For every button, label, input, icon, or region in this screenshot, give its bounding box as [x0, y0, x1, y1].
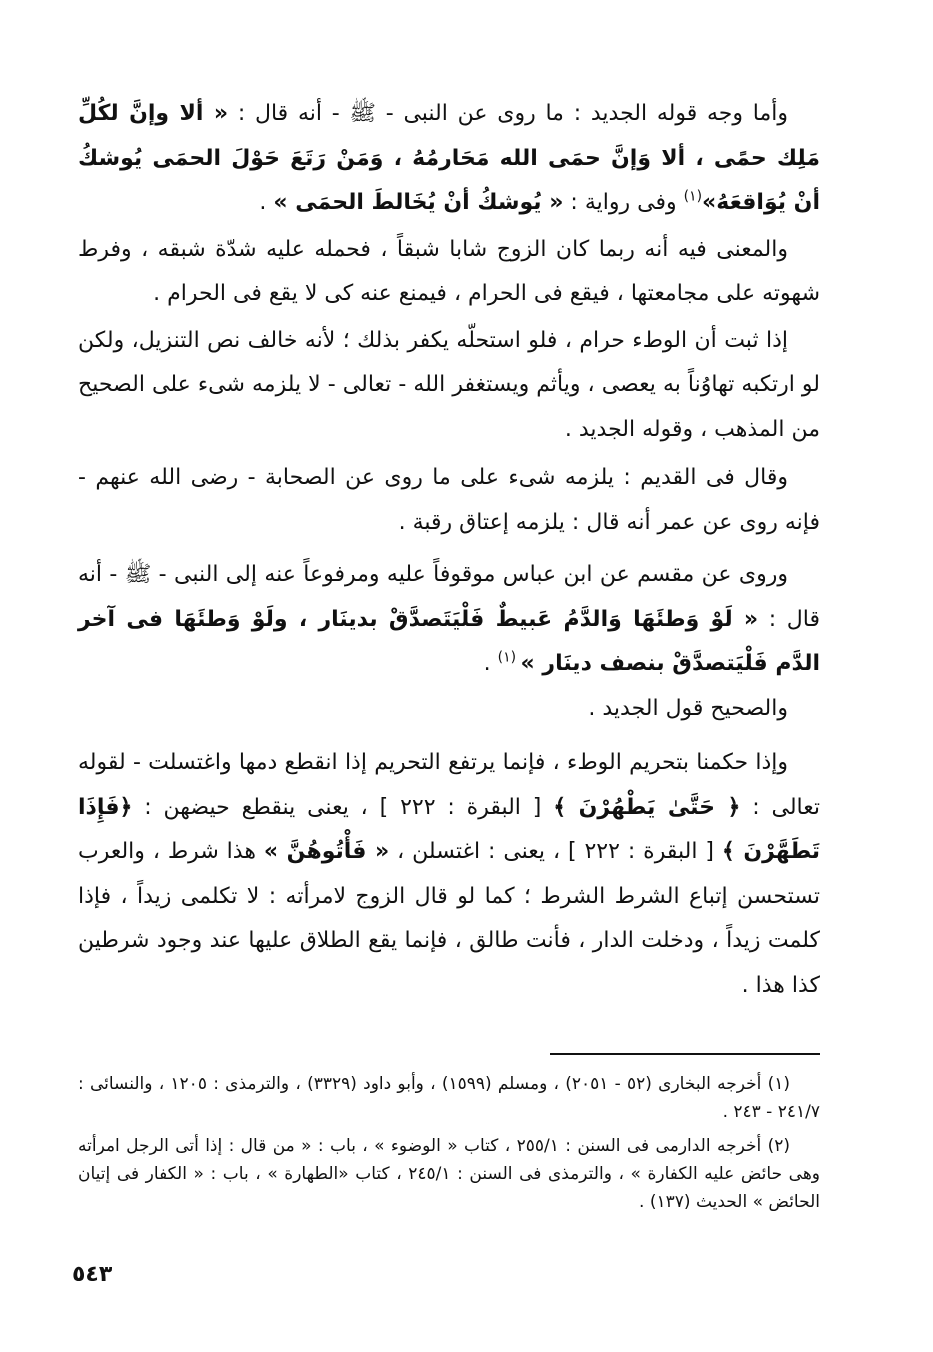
- paragraph-6: [78, 687, 820, 732]
- text-span: والمعنى فيه أنه ربما كان الزوج شابا شبقاً ، فحمله عليه شدّة شبقه ، وفرط شهوته على مجامعتها ، فيقع فى الحرام ، فيمنع عنه كى لا يقع فى الحرام .: [78, 236, 820, 306]
- paragraph-2: [78, 228, 820, 317]
- footnote-2: (٢) أخرجه الدارمى فى السنن : ٢٥٥/١ ، كتاب « الوضوء » ، باب : « من قال : إذا أتى الرجل امرأته وهى حائض عليه الكفارة » ، والترمذى فى السنن : ٢٤٥/١ ، كتاب «الطهارة » ، باب : « الكفار فى إتيان الحائض » الحديث (١٣٧) .: [78, 1136, 820, 1212]
- hadith-quote: « يُوشكُ أنْ يُخَالطَ الحمَى »: [273, 190, 564, 215]
- text-span: وأما وجه قوله الجديد : ما روى عن النبى - ﷺ - أنه قال :: [228, 101, 788, 126]
- text-span: وروى عن مقسم عن ابن عباس موقوفاً عليه ومرفوعاً عنه إلى النبى - ﷺ - أنه قال :: [78, 562, 820, 632]
- quran-quote: ﴿ حَتَّىٰ يَطْهُرْنَ ﴾: [553, 794, 741, 820]
- main-text: [78, 92, 820, 1008]
- hadith-quote: « ألا وإنَّ لكُلِّ مَلِك حمًى ، ألا وَإنَّ حمَى الله مَحَارمُهُ ، وَمَنْ رَتَعَ حَوْلَ الحمَى يُوشكُ أنْ يُوَاقعَهُ»: [78, 101, 820, 215]
- paragraph-4: [78, 456, 820, 545]
- hadith-quote: « لَوْ وَطئَهَا وَالدَّمُ عَبيطٌ فَلْيَتَصدَّقْ بدينَار ، ولَوْ وَطئَهَا فى آخر الدَّم فَلْيَتصدَّقْ بنصف دينَار »: [78, 606, 820, 676]
- paragraph-1: [78, 92, 820, 226]
- text-span: .: [483, 651, 498, 676]
- text-span: وقال فى القديم : يلزمه شىء على ما روى عن الصحابة - رضى الله عنهم - فإنه روى عن عمر أنه قال : يلزمه إعتاق رقبة .: [78, 465, 820, 535]
- text-span: والصحيح قول الجديد .: [588, 695, 788, 721]
- quran-quote: « فَأْتُوهُنَّ »: [263, 839, 390, 864]
- text-span: وفى رواية :: [563, 190, 684, 215]
- paragraph-3: [78, 319, 820, 453]
- text-span: إذا ثبت أن الوطء حرام ، فلو استحلّه يكفر بذلك ؛ لأنه خالف نص التنزيل، ولكن لو ارتكبه تهاوُناً به يعصى ، ويأثم ويستغفر الله - تعالى - لا يلزمه شىء على الصحيح من المذهب ، وقوله الجديد .: [78, 327, 820, 442]
- footnote-ref: (١): [683, 188, 703, 205]
- text-span: [ البقرة : ٢٢٢ ] ، يعنى ينقطع حيضهن :: [132, 794, 554, 820]
- paragraph-7: [78, 741, 820, 1008]
- quran-quote: ﴿فَإِذَا تَطَهَّرْنَ ﴾: [78, 794, 821, 864]
- text-span: [ البقرة : ٢٢٢ ] ، يعنى : اغتسلن ،: [389, 839, 722, 864]
- footnote-1: (١) أخرجه البخارى (٥٢ - ٢٠٥١) ، ومسلم (١٥٩٩) ، وأبو داود (٣٣٢٩) ، والترمذى : ١٢٠٥ ، والنسائى : ٢٤١/٧ - ٢٤٣ .: [78, 1074, 820, 1122]
- footnotes: [78, 1070, 820, 1222]
- footnote-ref: (١): [497, 649, 521, 666]
- text-span: .: [259, 190, 274, 215]
- page-number: ٥٤٣: [72, 1262, 113, 1287]
- paragraph-5: [78, 553, 820, 687]
- text-span: وإذا حكمنا بتحريم الوطء ، فإنما يرتفع التحريم إذا انقطع دمها واغتسلت - لقوله تعالى :: [78, 750, 820, 820]
- text-span: هذا شرط ، والعرب تستحسن إتباع الشرط الشرط ؛ كما لو قال الزوج لامرأته : لا تكلمى زيداً ، فإذا كلمت زيداً ، ودخلت الدار ، فأنت طالق ، فإنما يقع الطلاق عليها عند وجود شرطين كذا هذا .: [78, 839, 820, 998]
- footnote-divider: [550, 1053, 820, 1055]
